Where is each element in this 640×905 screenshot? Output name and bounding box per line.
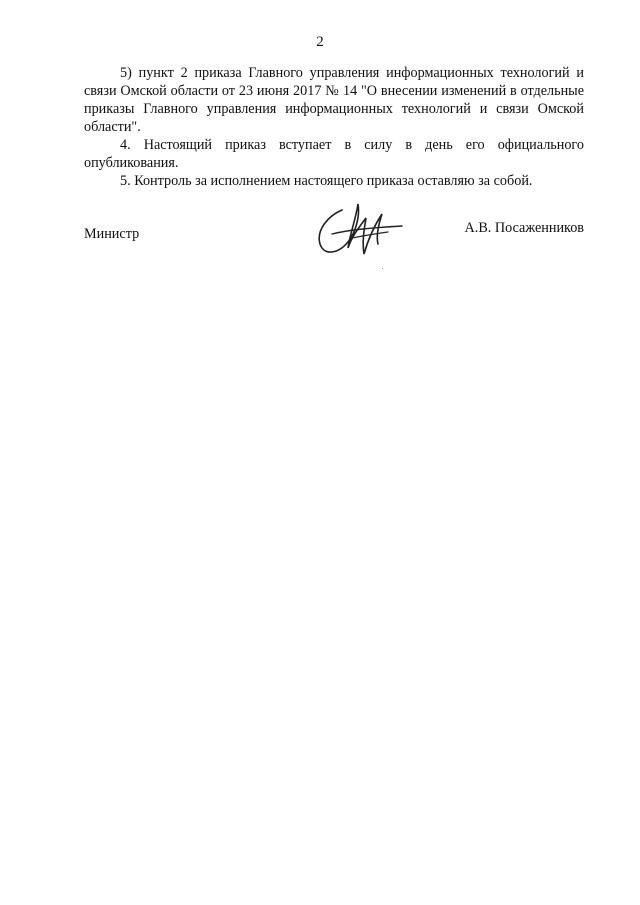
signatory-name: А.В. Посаженников: [464, 220, 584, 236]
paragraph-item-5: 5) пункт 2 приказа Главного управления информационных технологий и связи Омской области от 23 июня 2017 № 14 "О внесении изменений в отдельные приказы Главного управления информационных технологий и связи Омской области".: [84, 65, 584, 135]
page-number: 2: [316, 34, 324, 50]
paragraph-entry-into-force: 4. Настоящий приказ вступает в силу в день его официального опубликования.: [84, 137, 584, 171]
document-body: [84, 64, 584, 190]
signature-block: [84, 218, 584, 278]
paragraph-control: 5. Контроль за исполнением настоящего приказа оставляю за собой.: [120, 173, 533, 189]
handwritten-signature-icon: [308, 196, 408, 262]
signatory-title: Министр: [84, 226, 140, 242]
scan-dot: [382, 268, 383, 269]
